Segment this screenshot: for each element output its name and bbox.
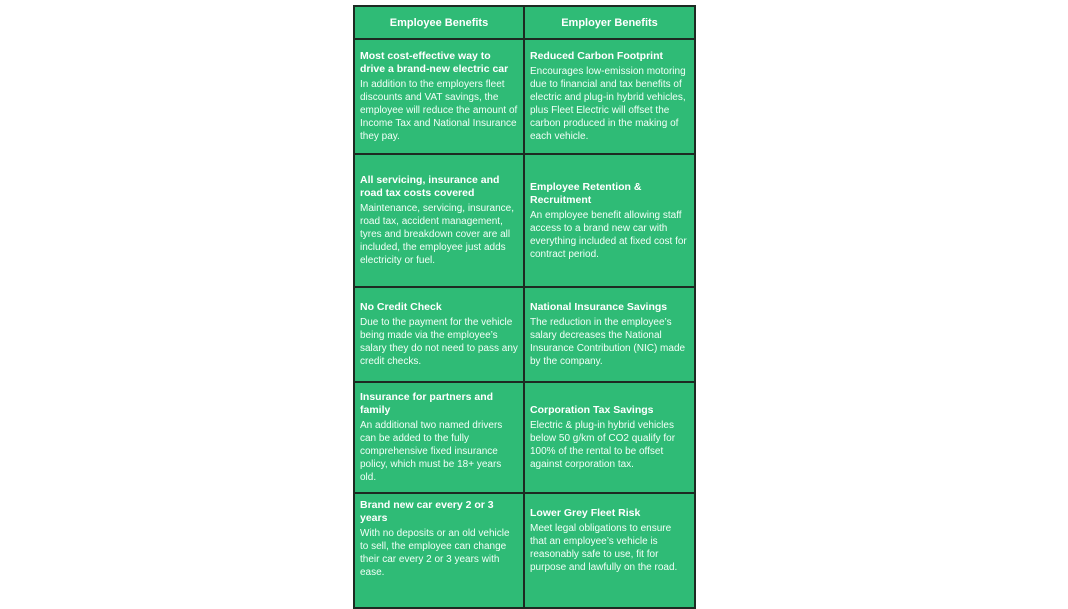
benefit-title: Corporation Tax Savings	[530, 404, 654, 416]
employee-benefit-cell	[354, 493, 524, 608]
employee-benefit-cell	[354, 154, 524, 287]
benefit-title: All servicing, insurance and road tax costs covered	[360, 174, 500, 199]
benefit-description: Meet legal obligations to ensure that an employee’s vehicle is reasonably safe to use, fit for purpose and lawfully on the road.	[530, 523, 678, 573]
header-employee-benefits: Employee Benefits	[354, 6, 524, 39]
benefit-description: Electric & plug-in hybrid vehicles below 50 g/km of CO2 qualify for 100% of the rental to be offset against corporation tax.	[530, 420, 676, 470]
table-row	[354, 493, 695, 608]
benefit-title: Reduced Carbon Footprint	[530, 50, 663, 62]
benefit-title: Lower Grey Fleet Risk	[530, 507, 641, 519]
benefit-description: With no deposits or an old vehicle to sell, the employee can change their car every 2 or 3 years with ease.	[360, 528, 510, 578]
benefit-description: An employee benefit allowing staff access to a brand new car with everything included at fixed cost for contract period.	[530, 209, 687, 260]
benefit-description: Maintenance, servicing, insurance, road tax, accident management, tyres and breakdown cover are all included, the employee just adds electricity or fuel.	[360, 203, 514, 266]
benefit-description: Due to the payment for the vehicle being made via the employee’s salary they do not need to pass any credit checks.	[360, 317, 518, 367]
table-header-row	[354, 6, 695, 39]
table-row	[354, 382, 695, 493]
table-row	[354, 39, 695, 154]
benefit-title: Insurance for partners and family	[360, 391, 494, 416]
employer-benefit-cell	[524, 154, 695, 287]
benefit-title: No Credit Check	[360, 301, 442, 313]
benefits-table	[353, 5, 696, 609]
table-row	[354, 154, 695, 287]
benefits-table-container	[353, 5, 694, 609]
employer-benefit-cell	[524, 39, 695, 154]
employee-benefit-cell	[354, 382, 524, 493]
employer-benefit-cell	[524, 493, 695, 608]
employer-benefit-cell	[524, 382, 695, 493]
benefit-title: Brand new car every 2 or 3 years	[360, 499, 494, 524]
benefit-title: National Insurance Savings	[530, 301, 668, 313]
benefit-description: The reduction in the employee’s salary decreases the National Insurance Contribution (NIC) made by the company.	[530, 317, 686, 367]
table-row	[354, 287, 695, 382]
benefit-description: Encourages low-emission motoring due to financial and tax benefits of electric and plug-in hybrid vehicles, plus Fleet Electric will offset the carbon produced in the making of each vehicle.	[530, 66, 686, 142]
employer-benefit-cell	[524, 287, 695, 382]
employee-benefit-cell	[354, 39, 524, 154]
benefit-title: Employee Retention & Recruitment	[530, 180, 642, 206]
benefit-title: Most cost-effective way to drive a brand-new electric car	[360, 50, 509, 75]
header-employer-benefits: Employer Benefits	[524, 6, 695, 39]
employee-benefit-cell	[354, 287, 524, 382]
benefit-description: An additional two named drivers can be added to the fully comprehensive fixed insurance policy, which must be 18+ years old.	[360, 420, 503, 483]
benefit-description: In addition to the employers fleet discounts and VAT savings, the employee will reduce the amount of Income Tax and National Insurance they pay.	[360, 79, 518, 142]
